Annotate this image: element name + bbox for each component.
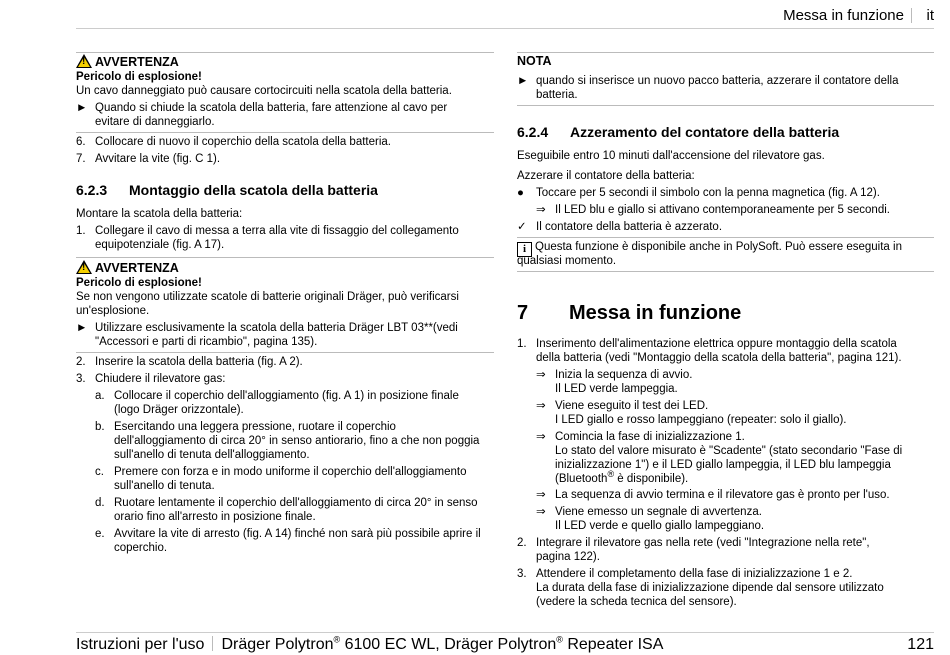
substep-letter: d. bbox=[95, 497, 105, 509]
step-number: 2. bbox=[517, 537, 527, 549]
divider bbox=[517, 271, 934, 272]
result-text-cont: Il LED verde e quello giallo lampeggiano. bbox=[555, 520, 765, 532]
result-arrow-icon: ⇒ bbox=[536, 204, 546, 216]
header-rule bbox=[76, 28, 934, 29]
step-text-cont: equipotenziale (fig. A 17). bbox=[95, 239, 225, 251]
warning-instruction: Utilizzare esclusivamente la scatola della batteria Dräger LBT 03**(vedi bbox=[95, 322, 458, 334]
section-heading: 6.2.4 Azzeramento del contatore della batteria bbox=[517, 124, 840, 140]
substep-text: Avvitare la vite di arresto (fig. A 14) finché non sarà più possibile aprire il bbox=[114, 528, 481, 540]
substep-text-cont: sull'anello di tenuta dell'alloggiamento. bbox=[114, 449, 310, 461]
page-footer bbox=[76, 636, 663, 654]
step-number: 7. bbox=[76, 153, 86, 165]
result-arrow-icon: ⇒ bbox=[536, 369, 546, 381]
warning-icon bbox=[76, 260, 92, 274]
result-text: La sequenza di avvio termina e il rilevatore gas è pronto per l'uso. bbox=[555, 489, 890, 501]
arrow-bullet-icon: ► bbox=[517, 75, 529, 87]
result-text-cont: Lo stato del valore misurato è "Scadente" (stato secondario "Fase di bbox=[555, 445, 903, 457]
substep-letter: e. bbox=[95, 528, 105, 540]
result-text: Viene eseguito il test dei LED. bbox=[555, 400, 709, 412]
footer-doc-type: Istruzioni per l'uso bbox=[76, 636, 205, 653]
step-text: Avvitare la vite (fig. C 1). bbox=[95, 153, 221, 165]
info-icon: i bbox=[517, 242, 532, 257]
bullet-text: Toccare per 5 secondi il simbolo con la penna magnetica (fig. A 12). bbox=[536, 187, 880, 199]
substep-text: Premere con forza e in modo uniforme il coperchio dell'alloggiamento bbox=[114, 466, 467, 478]
step-number: 3. bbox=[517, 568, 527, 580]
substep-text: Collocare il coperchio dell'alloggiamento (fig. A 1) in posizione finale bbox=[114, 390, 459, 402]
substep-text: Ruotare lentamente il coperchio dell'alloggiamento di circa 20° in senso bbox=[114, 497, 478, 509]
footer-separator bbox=[212, 636, 213, 651]
step-text: Collocare di nuovo il coperchio della scatola della batteria. bbox=[95, 136, 391, 148]
step-text: Chiudere il rilevatore gas: bbox=[95, 373, 226, 385]
footer-product: Dräger Polytron® 6100 EC WL, Dräger Polytron® Repeater ISA bbox=[221, 634, 664, 653]
result-text: Comincia la fase di inizializzazione 1. bbox=[555, 431, 745, 443]
substep-text-cont: (logo Dräger orizzontale). bbox=[114, 404, 244, 416]
result-arrow-icon: ⇒ bbox=[536, 506, 546, 518]
warning-heading: !AVVERTENZA bbox=[76, 260, 179, 276]
step-text: Attendere il completamento della fase di inizializzazione 1 e 2. bbox=[536, 568, 853, 580]
step-number: 3. bbox=[76, 373, 86, 385]
step-text: Integrare il rilevatore gas nella rete (vedi "Integrazione nella rete", bbox=[536, 537, 870, 549]
substep-letter: b. bbox=[95, 421, 105, 433]
warning-heading: !AVVERTENZA bbox=[76, 54, 179, 70]
substep-text-cont: orario fino all'arresto in posizione finale. bbox=[114, 511, 316, 523]
header-title: Messa in funzione bbox=[783, 7, 904, 24]
divider bbox=[517, 52, 934, 53]
warning-subtitle: Pericolo di esplosione! bbox=[76, 277, 202, 289]
paragraph: Azzerare il contatore della batteria: bbox=[517, 170, 695, 182]
note-heading: NOTA bbox=[517, 54, 552, 68]
result-text: Il LED blu e giallo si attivano contemporaneamente per 5 secondi. bbox=[555, 204, 890, 216]
warning-instruction-cont: evitare di danneggiarlo. bbox=[95, 116, 215, 128]
dot-bullet-icon: ● bbox=[517, 187, 524, 199]
divider bbox=[76, 52, 494, 53]
result-text: Inizia la sequenza di avvio. bbox=[555, 369, 693, 381]
page-header bbox=[0, 0, 950, 30]
divider bbox=[517, 105, 934, 106]
warning-text: Se non vengono utilizzate scatole di batterie originali Dräger, può verificarsi bbox=[76, 291, 459, 303]
warning-subtitle: Pericolo di esplosione! bbox=[76, 71, 202, 83]
result-arrow-icon: ⇒ bbox=[536, 489, 546, 501]
divider bbox=[76, 257, 494, 258]
result-text-cont: I LED giallo e rosso lampeggiano (repeater: solo il giallo). bbox=[555, 414, 847, 426]
footer-rule bbox=[76, 632, 934, 633]
step-text: Collegare il cavo di messa a terra alla vite di fissaggio del collegamento bbox=[95, 225, 459, 237]
result-arrow-icon: ⇒ bbox=[536, 431, 546, 443]
warning-instruction: Quando si chiude la scatola della batteria, fare attenzione al cavo per bbox=[95, 102, 448, 114]
warning-instruction-cont: "Accessori e parti di ricambio", pagina 135). bbox=[95, 336, 318, 348]
section-heading: 6.2.3 Montaggio della scatola della batteria bbox=[76, 182, 378, 198]
step-number: 2. bbox=[76, 356, 86, 368]
header-language: it bbox=[926, 7, 934, 24]
check-icon: ✓ bbox=[517, 221, 527, 233]
note-text-cont: batteria. bbox=[536, 89, 578, 101]
check-text: Il contatore della batteria è azzerato. bbox=[536, 221, 723, 233]
substep-text: Esercitando una leggera pressione, ruotare il coperchio bbox=[114, 421, 396, 433]
substep-letter: a. bbox=[95, 390, 105, 402]
arrow-bullet-icon: ► bbox=[76, 102, 88, 114]
divider bbox=[76, 352, 494, 353]
step-text-cont: della batteria (vedi "Montaggio della scatola della batteria", pagina 121). bbox=[536, 352, 902, 364]
info-line: i Questa funzione è disponibile anche in PolySoft. Può essere eseguita in bbox=[517, 241, 902, 257]
result-text-cont: Il LED verde lampeggia. bbox=[555, 383, 678, 395]
step-text-cont: La durata della fase di inizializzazione dipende dal sensore utilizzato bbox=[536, 582, 884, 594]
paragraph: Eseguibile entro 10 minuti dall'accensione del rilevatore gas. bbox=[517, 150, 825, 162]
chapter-heading: 7 Messa in funzione bbox=[517, 302, 742, 324]
substep-text-cont: dell'alloggiamento di circa 20° in senso antiorario, fino a che non poggia bbox=[114, 435, 480, 447]
warning-text: Un cavo danneggiato può causare cortocircuiti nella scatola della batteria. bbox=[76, 85, 452, 97]
step-number: 1. bbox=[517, 338, 527, 350]
header-separator bbox=[911, 8, 912, 23]
result-text-cont: (Bluetooth® è disponibile). bbox=[555, 469, 689, 485]
warning-icon bbox=[76, 54, 92, 68]
step-text-cont: (vedere la scheda tecnica del sensore). bbox=[536, 596, 737, 608]
step-number: 1. bbox=[76, 225, 86, 237]
substep-text-cont: coperchio. bbox=[114, 542, 168, 554]
substep-text-cont: sull'anello di tenuta. bbox=[114, 480, 215, 492]
step-text: Inserimento dell'alimentazione elettrica oppure montaggio della scatola bbox=[536, 338, 897, 350]
section-intro: Montare la scatola della batteria: bbox=[76, 208, 243, 220]
note-text: quando si inserisce un nuovo pacco batteria, azzerare il contatore della bbox=[536, 75, 899, 87]
result-arrow-icon: ⇒ bbox=[536, 400, 546, 412]
result-text-cont: inizializzazione 1") e il LED giallo lampeggia, il LED blu lampeggia bbox=[555, 459, 891, 471]
substep-letter: c. bbox=[95, 466, 104, 478]
result-text: Viene emesso un segnale di avvertenza. bbox=[555, 506, 762, 518]
step-text-cont: pagina 122). bbox=[536, 551, 600, 563]
step-text: Inserire la scatola della batteria (fig. A 2). bbox=[95, 356, 303, 368]
page-number: 121 bbox=[907, 636, 934, 653]
divider bbox=[76, 132, 494, 133]
divider bbox=[517, 237, 934, 238]
info-line-cont: qualsiasi momento. bbox=[517, 255, 617, 267]
arrow-bullet-icon: ► bbox=[76, 322, 88, 334]
warning-text-cont: un'esplosione. bbox=[76, 305, 150, 317]
step-number: 6. bbox=[76, 136, 86, 148]
